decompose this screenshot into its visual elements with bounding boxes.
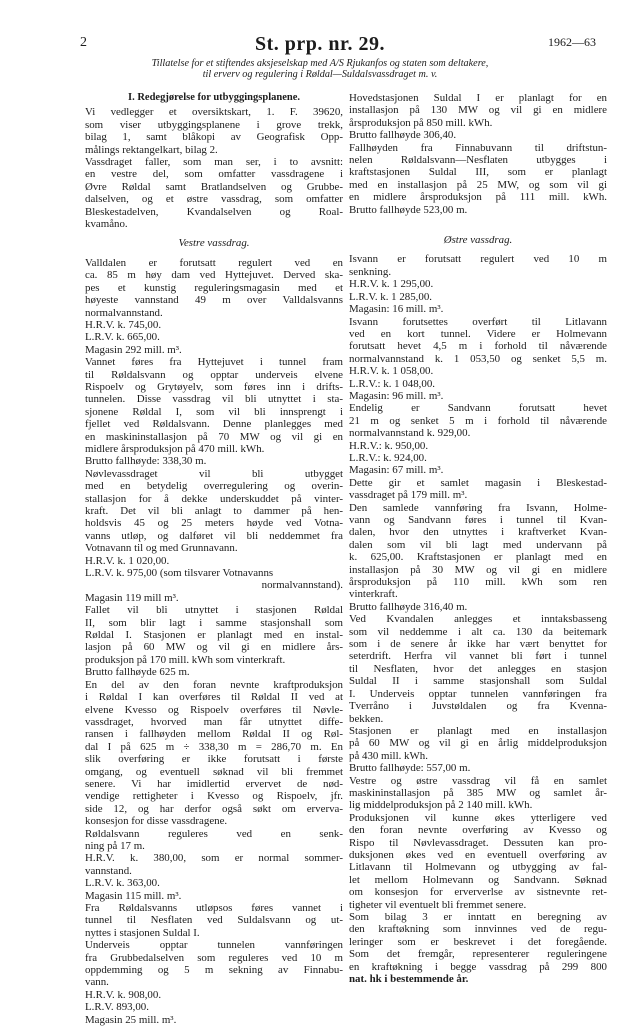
- subtitle-line: Tillatelse for et stiftendes aksjeselskap med A/S Rjukanfos og staten som deltakere,: [151, 58, 489, 69]
- text-line: Røldalsvann reguleres ved en senk-: [85, 827, 343, 840]
- text-line: let mellom Holmevann og Sandvann. Søknad: [349, 873, 607, 886]
- text-line: bekken.: [349, 712, 384, 725]
- text-line: maskininstallasjon på 385 MW og samlet år-: [349, 786, 607, 799]
- text-line: høyeste vannstand 49 m over Valldalsvanns: [85, 294, 343, 307]
- spacer: [85, 230, 343, 237]
- text-line: side 12, og har derfor også søkt om erverva-: [85, 802, 343, 815]
- text-line: H.R.V. k. 1 020,00.: [85, 554, 170, 567]
- text-line: installasjon på 30 MW og vil gi en midlere: [349, 563, 607, 576]
- text-line: produksjon på 170 mill. kWh som vinterkraft.: [85, 653, 286, 666]
- text-line: nat. hk i bestemmende år.: [349, 973, 469, 986]
- left-column: [85, 92, 343, 1026]
- document-title: St. prp. nr. 29.: [254, 33, 386, 55]
- text-line: vendige rettigheter i Kvesso og Rispoelv, jfr.: [85, 790, 343, 803]
- text-line: bilag 1, samt blåkopi av Geografisk Opp-: [85, 131, 343, 144]
- text-line: vinterkraft.: [349, 588, 398, 601]
- text-line: Som bilag 3 er inntatt en beregning av: [349, 911, 607, 923]
- text-line: H.R.V. k. 1 295,00.: [349, 278, 434, 291]
- text-line: Brutto fallhøyde: 338,30 m.: [85, 455, 207, 468]
- text-line: elvene Kvesso og Rispoelv overføres til Nøvle-: [85, 703, 343, 716]
- text-line: Brutto fallhøyde 523,00 m.: [349, 203, 468, 216]
- text-line: med en installasjon på 25 MW, og som vil gi: [349, 178, 607, 191]
- text-line: L.R.V.: k. 1 048,00.: [349, 377, 436, 390]
- text-line: som i de senere år ikke har vært benyttet for: [349, 638, 607, 651]
- right-column: [349, 92, 607, 985]
- page-number: 2: [80, 35, 87, 50]
- text-line: k. 625,00. Kraftstasjonen er planlagt med en: [349, 551, 607, 564]
- text-line: Endelig er Sandvann forutsatt hevet: [349, 402, 607, 415]
- document-year: 1962—63: [548, 35, 596, 49]
- text-line: Øvre Røldal samt Bratlandselven og Grubbe-: [85, 180, 343, 193]
- text-line: den foran nevnte overføring av Kvesso og: [349, 824, 607, 837]
- text-line: Vi vedlegger et oversiktskart, 1. F. 39620,: [85, 106, 343, 119]
- text-line: dalen som vil bli lagt med undervann på: [349, 538, 607, 551]
- text-line: Rispo til Nøvlevassdraget. Dessuten kan pro-: [349, 836, 607, 849]
- text-line: holdsvis 45 og 25 meters høyde ved Votna-: [85, 517, 343, 530]
- text-line: som vil neddemme i alt ca. 130 da beitemark: [349, 625, 607, 638]
- document-subtitle: [100, 58, 540, 80]
- text-line: L.R.V. k. 665,00.: [85, 331, 160, 344]
- text-line: Brutto fallhøyde 625 m.: [85, 666, 190, 679]
- subtitle-line: til erverv og regulering i Røldal—Suldalsvassdraget m. v.: [202, 69, 438, 80]
- text-line: L.R.V. k. 363,00.: [85, 877, 160, 890]
- text-line: Magasin: 96 mill. m³.: [349, 389, 444, 402]
- text-line: ransen i fallhøyden mellom Røldal II og Røl-: [85, 728, 343, 741]
- text-line: normalvannstand.: [85, 306, 163, 319]
- text-line: Magasin 25 mill. m³.: [85, 1013, 177, 1026]
- text-line: til Nesflaten, hvor det anlegges en stasjon: [349, 662, 607, 675]
- text-line: Som det fremgår, representerer reguleringene: [349, 948, 607, 961]
- text-line: dalselven, og et østre vassdrag, som omfatter: [85, 193, 343, 206]
- text-line: Isvann forutsettes overført til Litlavann: [349, 315, 607, 328]
- text-line: Tverråno i Juvstøldalen og fra Kvenna-: [349, 700, 607, 713]
- text-line: ning på 17 m.: [85, 839, 145, 852]
- text-line: Produksjonen vil kunne økes ytterligere ved: [349, 811, 607, 824]
- text-line: kraft. Det vil bli anlagt to dammer på hen-: [85, 505, 343, 517]
- text-line: vanns utløp, og dalføret vil bli neddemmet fra: [85, 529, 343, 542]
- text-line: vann.: [85, 976, 109, 989]
- text-line: duksjonen økes ved en eventuell overføring av: [349, 848, 607, 861]
- text-line: Stasjonen er planlagt med en installasjon: [349, 724, 607, 737]
- section-heading: I. Redegjørelse for utbyggingsplanene.: [128, 92, 300, 103]
- text-line: Brutto fallhøyde: 557,00 m.: [349, 762, 471, 775]
- text-line: L.R.V. 893,00.: [85, 1001, 149, 1014]
- text-line: fra Grubbedalselven som reguleres ved 10 m: [85, 951, 343, 964]
- text-line: nelen Røldalsvann—Nesflaten utbygges i: [349, 154, 607, 167]
- text-line: vassdraget, hvorved man får utnyttet diffe-: [85, 715, 343, 728]
- text-line: senere. Vi har imidlertid ervervet de nød-: [85, 777, 343, 790]
- text-line: fjellet ved Røldalsvann. Denne planlegges med: [85, 418, 343, 431]
- text-line: konsesjon for disse vassdragene.: [85, 815, 228, 828]
- text-line: omgang, og eventuell søknad vil bli fremmet: [85, 765, 343, 778]
- text-line: på 430 mill. kWh.: [349, 749, 428, 762]
- text-line: Magasin 119 mill m³.: [85, 591, 179, 604]
- text-line: normalvannstand k. 1 053,50 og senket 5,5 m.: [349, 352, 607, 365]
- page-header: [0, 33, 640, 57]
- text-line: årsproduksjon på 850 mill. kWh.: [349, 116, 493, 129]
- text-line: som viser utbyggingsplanene i grove trekk,: [85, 118, 343, 131]
- text-line: Den samlede vannføring fra Isvann, Holme-: [349, 501, 607, 514]
- text-line: I. Underveis opptar tunnelen vannføringen fra: [349, 687, 607, 700]
- text-line: Rispoelv og Grytøyelv, som føres inn i drifts-: [85, 380, 343, 393]
- text-line: på 60 MW og vil gi en årlig middelproduksjon: [349, 737, 607, 750]
- text-line: Underveis opptar tunnelen vannføringen: [85, 939, 343, 952]
- text-line: forutsatt hevet 4,5 m i forhold til nåværende: [349, 340, 607, 353]
- text-line: Magasin: 16 mill. m³.: [349, 303, 444, 316]
- text-line: normalvannstand k. 929,00.: [349, 427, 471, 440]
- text-line: slik overføring er ikke forutsatt i første: [85, 753, 343, 766]
- text-line: målings rektangelkart, bilag 2.: [85, 143, 218, 156]
- text-line: H.R.V. k. 908,00.: [85, 988, 162, 1001]
- text-line: Fallet vil bli utnyttet i stasjonen Røldal: [85, 604, 343, 617]
- text-line: vannstand.: [85, 864, 132, 877]
- text-line: Isvann er forutsatt regulert ved 10 m: [349, 253, 607, 266]
- text-line: en vestre del, som omfatter vassdragene i: [85, 168, 343, 181]
- text-line: Magasin: 67 mill. m³.: [349, 464, 444, 477]
- text-line: pes et kunstig reguleringsmagasin med et: [85, 281, 343, 294]
- text-line: H.R.V. k. 380,00, som er normal sommer-: [85, 852, 343, 865]
- spacer: [349, 246, 607, 253]
- text-line: kraftstasjonen Suldal III, som er planlagt: [349, 166, 607, 179]
- text-line: midlere årsproduksjon på 470 mill. kWh.: [85, 442, 265, 455]
- text-line: H.R.V. k. 745,00.: [85, 318, 162, 331]
- text-line: Dette gir et samlet magasin i Bleskestad-: [349, 476, 607, 489]
- text-line: senkning.: [349, 265, 392, 278]
- text-line: Røldal I. Stasjonen er planlagt med en instal-: [85, 629, 343, 642]
- text-line: om konsesjon for erververlse av sistnevnte ret-: [349, 886, 607, 899]
- text-line: den kraftøkning som innvinnes ved de regu-: [349, 923, 607, 936]
- text-line: Fallhøyden fra Finnabuvann til driftstun-: [349, 141, 607, 154]
- text-line: leringer som er beskrevet i det foregående.: [349, 935, 607, 948]
- text-line: med en betydelig overregulering og overin-: [85, 480, 343, 493]
- text-line: L.R.V. k. 1 285,00.: [349, 290, 432, 303]
- text-line: sjonene Røldal I, som vil bli innsprengt i: [85, 405, 343, 418]
- text-line: II, som blir lagt i samme stasjonshall som: [85, 616, 343, 629]
- text-line: stallasjon for å dekke underskuddet på vinter-: [85, 492, 343, 505]
- text-line: Vestre og østre vassdrag vil få en samlet: [349, 774, 607, 787]
- text-line: En del av den foran nevnte kraftproduksjon: [85, 678, 343, 691]
- spacer: [85, 250, 343, 257]
- text-line: Vannet føres fra Hyttejuvet i tunnel fram: [85, 356, 343, 369]
- text-line: en kraftøkning i begge vassdrag på 299 800: [349, 960, 607, 973]
- text-line: årsproduksjon på 110 mill. kWh som ren: [349, 576, 607, 589]
- text-line: i Røldal I kan overføres til Røldal II ved at: [85, 691, 343, 704]
- text-line: nyttes i stasjonen Suldal I.: [85, 926, 200, 939]
- text-line: en midlere årsproduksjon på 111 mill. kWh.: [349, 191, 607, 204]
- section-heading: Vestre vassdrag.: [178, 237, 250, 250]
- text-line: Brutto fallhøyde 316,40 m.: [349, 600, 468, 613]
- text-line: L.R.V.: k. 924,00.: [349, 451, 427, 464]
- text-line: Valldalen er forutsatt regulert ved en: [85, 256, 343, 269]
- spacer: [349, 216, 607, 234]
- text-line: tunnelen. Disse vassdrag vil bli utnyttet i sta-: [85, 393, 343, 406]
- text-line: Vassdraget faller, som man ser, i to avsnitt:: [85, 156, 343, 169]
- text-line: til Røldalsvann og opptar underveis elvene: [85, 368, 343, 381]
- text-line: installasjon på 130 MW og vil gi en midlere: [349, 104, 607, 117]
- text-line: seterdrift. Herfra vil vannet bli ført i tunnel: [349, 650, 607, 663]
- text-line: kvamåno.: [85, 218, 128, 231]
- text-line: tigheter vil eventuelt bli fremmet senere.: [349, 898, 527, 911]
- text-line: ca. 85 m høy dam ved Hyttejuvet. Derved ska-: [85, 269, 343, 282]
- text-line: Fra Røldalsvanns utløpsos føres vannet i: [85, 902, 343, 914]
- text-line: lasjon på 60 MW og vil gi en midlere års-: [85, 641, 343, 654]
- text-line: ved en kort tunnel. Videre er Holmevann: [349, 327, 607, 340]
- text-line: Nøvlevassdraget vil bli utbygget: [85, 467, 343, 480]
- text-line: en maskininstallasjon på 70 MW og vil gi en: [85, 430, 343, 443]
- text-line: H.R.V.: k. 950,00.: [349, 439, 429, 452]
- text-line: vassdraget på 179 mill. m³.: [349, 489, 468, 502]
- text-line: normalvannstand).: [261, 579, 343, 592]
- text-line: Votnavann til og med Grunnavann.: [85, 542, 238, 555]
- text-line: dalen, hvor den utnyttes i kraftverket Kvan-: [349, 526, 607, 539]
- text-line: Brutto fallhøyde 306,40.: [349, 129, 457, 142]
- text-line: Litlavann til Holmevann og utbygging av fal-: [349, 861, 607, 874]
- text-line: tunnel til Nesflaten ved Suldalsvann og ut-: [85, 914, 343, 927]
- text-line: H.R.V. k. 1 058,00.: [349, 365, 434, 378]
- text-line: oppdemming og 5 m sekning av Finnabu-: [85, 964, 343, 977]
- text-line: Hovedstasjonen Suldal I er planlagt for en: [349, 92, 607, 104]
- text-line: 21 m og senket 5 m i forhold til nåværende: [349, 414, 607, 427]
- text-line: vann og Sandvann føres i tunnel til Kvan-: [349, 514, 607, 526]
- text-line: Magasin 115 mill. m³.: [85, 889, 182, 902]
- text-line: Suldal II i samme stasjonshall som Suldal: [349, 675, 607, 688]
- text-line: Bleskestadelven, Kvandalselven og Roal-: [85, 205, 343, 218]
- text-line: dal I på 625 m ÷ 338,30 m = 286,70 m. En: [85, 740, 343, 753]
- text-line: Ved Kvandalen anlegges et inntaksbasseng: [349, 613, 607, 626]
- text-line: L.R.V. k. 975,00 (som tilsvarer Votnavanns: [85, 567, 274, 580]
- text-line: Magasin 292 mill. m³.: [85, 343, 182, 356]
- section-heading: Østre vassdrag.: [443, 234, 513, 247]
- text-line: lig middelproduksjon på 2 140 mill. kWh.: [349, 799, 533, 812]
